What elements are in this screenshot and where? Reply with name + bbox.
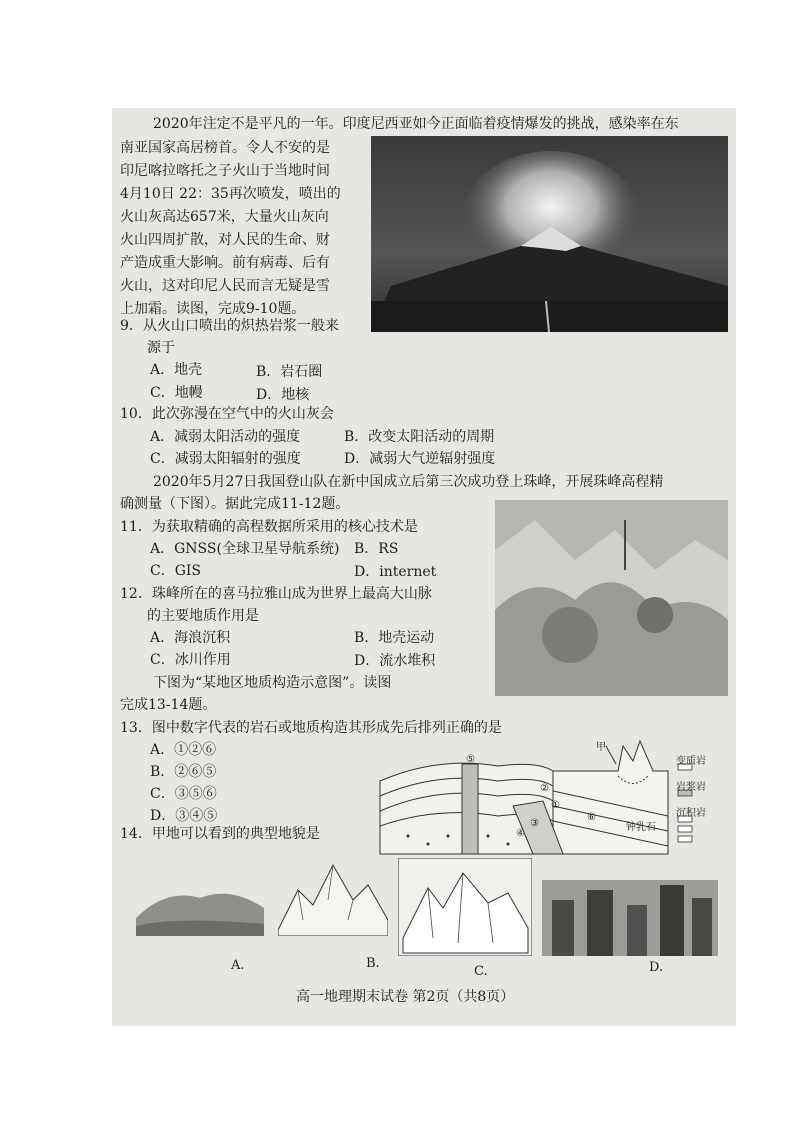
landform-b-image [278,860,388,936]
option-c: C．地幔 [150,385,203,401]
option-d: D．流水堆积 [354,653,436,669]
option-d: D．减弱大气逆辐射强度 [344,451,496,467]
legend-metamorphic: 变质岩 [676,756,706,767]
option-a: A．地壳 [150,362,203,378]
landform-c-label: C. [474,964,488,979]
label-4: ④ [516,828,525,839]
intro-line: 火山灰高达657米，大量火山灰向 [120,209,329,225]
option-d: D．地核 [256,387,310,403]
option-d: D．③④⑤ [150,808,218,824]
label-2: ② [540,783,549,794]
option-a: A．①②⑥ [150,742,217,758]
option-b: B．地壳运动 [354,630,435,646]
landform-d-image [542,880,718,956]
landform-a-image [136,878,264,936]
intro-line: 下图为“某地区地质构造示意图”。读图 [153,675,392,691]
landform-b-label: B. [366,956,380,971]
option-a: A．减弱太阳活动的强度 [150,429,301,445]
question-11-stem: 11．为获取精确的高程数据所采用的核心技术是 [120,519,418,535]
option-c: C．减弱太阳辐射的强度 [150,451,301,467]
legend-magma: 岩浆岩 [676,782,706,793]
question-13-stem: 13．图中数字代表的岩石或地质构造其形成先后排列正确的是 [120,720,502,736]
everest-photo [495,500,728,696]
label-stalactite: 钟乳石 [626,822,656,833]
volcano-photo [371,136,728,332]
option-b: B．岩石圈 [256,364,323,380]
legend-sedimentary: 沉积岩 [676,808,706,819]
option-c: C．③⑤⑥ [150,786,217,802]
question-12-stem: 的主要地质作用是 [147,608,259,624]
label-1: ① [551,800,560,811]
intro-line: 火山，这对印尼人民而言无疑是雪 [120,278,330,294]
intro-line: 2020年注定不是平凡的一年。印度尼西亚如今正面临着疫情爆发的挑战，感染率在东 [153,116,679,132]
question-12-stem: 12．珠峰所在的喜马拉雅山成为世界上最高大山脉 [120,586,432,602]
intro-line: 2020年5月27日我国登山队在新中国成立后第三次成功登上珠峰，开展珠峰高程精 [153,474,664,490]
page-footer: 高一地理期末试卷 第2页（共8页） [296,989,515,1005]
intro-line: 确测量（下图）。据此完成11-12题。 [120,496,350,512]
option-b: B．RS [354,541,399,557]
label-6: ⑥ [587,812,596,823]
option-c: C．GIS [150,563,202,579]
option-a: A．GNSS(全球卫星导航系统) [150,541,340,557]
landform-d-label: D. [649,960,664,975]
question-9-stem: 9．从火山口喷出的炽热岩浆一般来 [120,318,339,334]
option-b: B．改变太阳活动的周期 [344,429,495,445]
option-a: A．海浪沉积 [150,630,231,646]
question-10-stem: 10．此次弥漫在空气中的火山灰会 [120,406,334,422]
option-d: D．internet [354,564,437,580]
option-c: C．冰川作用 [150,652,231,668]
label-jia: 甲 [596,742,606,753]
intro-line: 火山四周扩散，对人民的生命、财 [120,232,330,248]
question-14-stem: 14．甲地可以看到的典型地貌是 [120,826,320,842]
label-5: ⑤ [466,754,475,765]
intro-line: 南亚国家高居榜首。令人不安的是 [120,140,330,156]
option-b: B．②⑥⑤ [150,764,217,780]
label-3: ③ [530,818,539,829]
landform-a-label: A. [231,958,245,973]
landform-c-image [398,858,532,956]
intro-line: 印尼喀拉喀托之子火山于当地时间 [120,163,330,179]
question-9-stem: 源于 [147,340,175,356]
intro-line: 完成13-14题。 [120,697,217,713]
intro-line: 4月10日 22：35再次喷发，喷出的 [120,186,341,202]
intro-line: 产造成重大影响。前有病毒、后有 [120,255,330,271]
intro-line: 上加霜。读图，完成9-10题。 [120,301,306,317]
